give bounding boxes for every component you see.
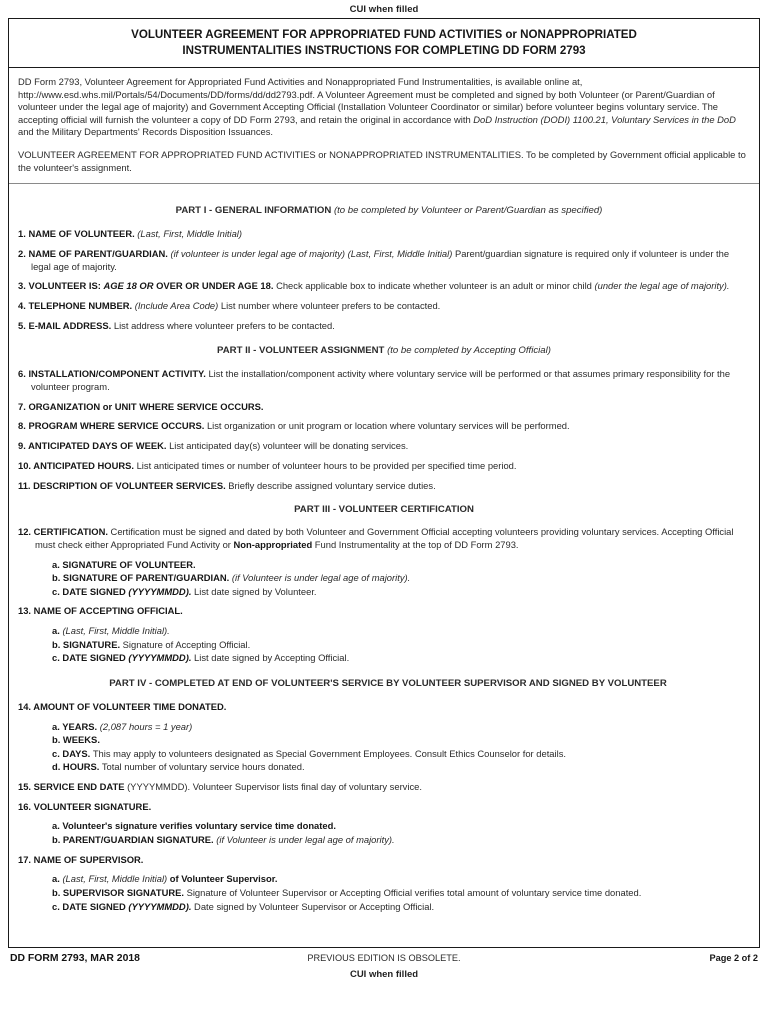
- item-13-number: 13.: [18, 605, 34, 617]
- item-11-body: Briefly describe assigned voluntary service duties.: [228, 479, 436, 491]
- item-13b-title: b. SIGNATURE.: [52, 638, 123, 650]
- item-8-number: 8.: [18, 420, 29, 432]
- instruction-item-3: [18, 280, 750, 293]
- item-5-body: List address where volunteer prefers to be contacted.: [113, 319, 335, 331]
- instruction-item-8: [18, 420, 750, 433]
- intro-paragraph-2: VOLUNTEER AGREEMENT FOR APPROPRIATED FUND ACTIVITIES or NONAPPROPRIATED INSTRUMENTALITIES. To be completed by Government official applicable to the volunteer's assignment.: [18, 148, 746, 173]
- instruction-item-12b: [18, 572, 750, 585]
- item-10-title: ANTICIPATED HOURS.: [33, 459, 137, 471]
- item-16b-note: (if Volunteer is under legal age of majority).: [216, 834, 395, 846]
- form-title-block: [9, 19, 759, 68]
- item-10-number: 10.: [18, 459, 34, 471]
- instruction-item-1: [18, 228, 750, 241]
- intro-paragraph-1: [18, 76, 750, 139]
- item-17a-title-2: of Volunteer Supervisor.: [169, 873, 278, 885]
- item-3-title-2: OVER OR UNDER AGE 18.: [156, 280, 277, 292]
- item-14c-title: c. DAYS.: [52, 747, 93, 759]
- item-16-title: VOLUNTEER SIGNATURE.: [33, 800, 152, 812]
- item-10-body: List anticipated times or number of volunteer hours to be provided per specified time period.: [136, 459, 517, 471]
- form-title-line-2: INSTRUMENTALITIES INSTRUCTIONS FOR COMPLETING DD FORM 2793: [182, 43, 586, 57]
- item-12b-title: b. SIGNATURE OF PARENT/GUARDIAN.: [52, 572, 232, 584]
- item-17b-body: Signature of Volunteer Supervisor or Accepting Official verifies total amount of voluntary service time donated.: [186, 886, 642, 898]
- instruction-item-16: [18, 801, 750, 814]
- item-14b-title: b. WEEKS.: [52, 734, 100, 746]
- item-3-title: VOLUNTEER IS:: [28, 280, 104, 292]
- item-14-number: 14.: [18, 700, 34, 712]
- intro-p1-text-b: and the Military Departments' Records Disposition Issuances.: [18, 126, 274, 138]
- form-footer: [8, 948, 760, 978]
- item-2-title: NAME OF PARENT/GUARDIAN.: [28, 247, 171, 259]
- instruction-item-17a: [18, 873, 750, 886]
- item-5-number: 5.: [18, 319, 29, 331]
- item-13-title: NAME OF ACCEPTING OFFICIAL.: [33, 605, 183, 617]
- item-14a-note: (2,087 hours = 1 year): [99, 720, 193, 732]
- item-12a-title: a. SIGNATURE OF VOLUNTEER.: [52, 558, 196, 570]
- instruction-item-12c: [18, 586, 750, 599]
- item-6-body: List the installation/component activity where voluntary service will be performed or that assumes primary responsibility for the volunteer program.: [31, 368, 731, 393]
- instruction-item-14: [18, 701, 750, 714]
- item-3-number: 3.: [18, 280, 29, 292]
- form-title-line-1: VOLUNTEER AGREEMENT FOR APPROPRIATED FUND ACTIVITIES or NONAPPROPRIATED: [131, 28, 637, 41]
- item-12-body-2: Fund Instrumentality at the top of DD Form 2793.: [312, 539, 519, 550]
- item-6-title: INSTALLATION/COMPONENT ACTIVITY.: [28, 368, 209, 380]
- item-12-body: Certification must be signed and dated by both Volunteer and Government Official accepting volunteers providing voluntary services. Accepting Official must check either Appropriated Fund Activity or: [35, 526, 734, 550]
- part-2-subtitle: (to be completed by Accepting Official): [387, 345, 551, 357]
- item-4-number: 4.: [18, 299, 29, 311]
- item-13a-note: (Last, First, Middle Initial).: [62, 625, 170, 637]
- part-3-label: PART III - VOLUNTEER CERTIFICATION: [294, 504, 474, 516]
- previous-edition-notice: PREVIOUS EDITION IS OBSOLETE.: [307, 953, 461, 963]
- item-11-title: DESCRIPTION OF VOLUNTEER SERVICES.: [33, 479, 229, 491]
- item-12c-format: (YYYYMMDD).: [128, 585, 192, 597]
- item-13c-body: List date signed by Accepting Official.: [191, 652, 350, 664]
- item-17b-title: b. SUPERVISOR SIGNATURE.: [52, 886, 187, 898]
- item-16b-title: b. PARENT/GUARDIAN SIGNATURE.: [52, 834, 217, 846]
- item-4-note: (Include Area Code): [134, 299, 219, 311]
- item-2-note: (if volunteer is under legal age of majority) (Last, First, Middle Initial): [170, 247, 455, 259]
- item-17-title: NAME OF SUPERVISOR.: [33, 853, 144, 865]
- instruction-item-16b: [18, 834, 750, 847]
- item-17c-format: (YYYYMMDD).: [128, 900, 192, 912]
- item-14d-title: d. HOURS.: [52, 761, 100, 773]
- intro-p1-citation: DoD Instruction (DODI) 1100.21, Voluntary Services in the DoD: [473, 113, 736, 125]
- cui-banner-bottom: CUI when filled: [349, 969, 419, 980]
- page-number: Page 2 of 2: [709, 953, 758, 963]
- item-12-title: CERTIFICATION.: [33, 526, 111, 538]
- item-17a-note: (Last, First, Middle Initial): [62, 873, 170, 885]
- item-14c-body: This may apply to volunteers designated as Special Government Employees. Consult Ethics Counselor for details.: [92, 747, 566, 759]
- item-4-body: List number where volunteer prefers to be contacted.: [218, 299, 441, 311]
- instruction-item-5: [18, 320, 750, 333]
- form-outer-box: [8, 18, 760, 948]
- instruction-item-16a: [18, 820, 750, 833]
- instruction-item-17c: [18, 901, 750, 914]
- instruction-item-9: [18, 440, 750, 453]
- cui-banner-top: CUI when filled: [349, 4, 419, 15]
- item-13c-title: c. DATE SIGNED: [52, 652, 129, 664]
- item-16a-title: a. Volunteer's signature verifies voluntary service time donated.: [52, 820, 336, 832]
- instructions-body: [9, 184, 759, 947]
- item-8-title: PROGRAM WHERE SERVICE OCCURS.: [28, 420, 207, 432]
- item-1-title: NAME OF VOLUNTEER.: [28, 228, 138, 240]
- instruction-item-17: [18, 854, 750, 867]
- item-3-note: (under the legal age of majority).: [594, 280, 730, 292]
- part-1-label: PART I - GENERAL INFORMATION: [175, 205, 334, 217]
- instruction-item-14a: [18, 721, 750, 734]
- item-14a-title: a. YEARS.: [52, 720, 100, 732]
- item-17c-title: c. DATE SIGNED: [52, 900, 129, 912]
- item-1-number: 1.: [18, 228, 29, 240]
- item-16-number: 16.: [18, 800, 34, 812]
- item-13c-format: (YYYYMMDD).: [128, 652, 192, 664]
- item-9-title: ANTICIPATED DAYS OF WEEK.: [28, 440, 170, 452]
- instruction-item-12a: [18, 559, 750, 572]
- part-2-header: [18, 344, 750, 357]
- item-4-title: TELEPHONE NUMBER.: [28, 299, 135, 311]
- item-9-body: List anticipated day(s) volunteer will be donating services.: [169, 440, 409, 452]
- instruction-item-6: [18, 368, 750, 393]
- instruction-item-4: [18, 300, 750, 313]
- item-1-note: (Last, First, Middle Initial): [137, 228, 243, 240]
- item-2-number: 2.: [18, 247, 29, 259]
- item-15-body: (YYYYMMDD). Volunteer Supervisor lists final day of voluntary service.: [127, 781, 422, 793]
- instructions-intro-block: [9, 68, 759, 184]
- part-4-label: PART IV - COMPLETED AT END OF VOLUNTEER'S SERVICE BY VOLUNTEER SUPERVISOR AND SIGNED BY VOLUNTEER: [109, 677, 667, 689]
- part-3-header: [18, 503, 750, 516]
- instruction-item-14b: [18, 734, 750, 747]
- part-1-header: [18, 204, 750, 217]
- item-2-body: Parent/guardian signature is required only if volunteer is under the legal age of majority.: [31, 247, 730, 272]
- instruction-item-13: [18, 605, 750, 618]
- instruction-item-17b: [18, 887, 750, 900]
- instruction-item-13c: [18, 652, 750, 665]
- item-12-nonapprop-emphasis: Non-appropriated: [233, 539, 313, 550]
- item-14-title: AMOUNT OF VOLUNTEER TIME DONATED.: [33, 700, 227, 712]
- instruction-item-14d: [18, 761, 750, 774]
- item-12b-note: (if Volunteer is under legal age of majority).: [231, 572, 411, 584]
- item-17c-body: Date signed by Volunteer Supervisor or Accepting Official.: [191, 900, 435, 912]
- item-5-title: E-MAIL ADDRESS.: [28, 319, 114, 331]
- part-1-subtitle: (to be completed by Volunteer or Parent/Guardian as specified): [333, 205, 603, 217]
- instruction-item-12: [18, 526, 750, 551]
- item-11-number: 11.: [18, 479, 34, 491]
- item-13a-letter: a.: [52, 625, 63, 637]
- instruction-item-13b: [18, 639, 750, 652]
- form-identifier: DD FORM 2793, MAR 2018: [10, 953, 140, 964]
- item-3-body: Check applicable box to indicate whether volunteer is an adult or minor child: [276, 280, 595, 292]
- item-3-age-italic: AGE 18 OR: [103, 280, 157, 292]
- item-15-title: SERVICE END DATE: [33, 781, 128, 793]
- item-13b-body: Signature of Accepting Official.: [122, 638, 251, 650]
- item-14d-body: Total number of voluntary service hours donated.: [99, 761, 305, 773]
- item-7-number: 7.: [18, 400, 29, 412]
- item-17-number: 17.: [18, 853, 34, 865]
- instruction-item-13a: [18, 625, 750, 638]
- part-2-label: PART II - VOLUNTEER ASSIGNMENT: [217, 345, 388, 357]
- item-12c-title: c. DATE SIGNED: [52, 585, 129, 597]
- item-7-title: ORGANIZATION or UNIT WHERE SERVICE OCCURS.: [28, 400, 264, 412]
- item-12-number: 12.: [18, 526, 34, 538]
- item-9-number: 9.: [18, 440, 29, 452]
- part-4-header: [18, 677, 750, 690]
- item-15-number: 15.: [18, 781, 34, 793]
- instruction-item-15: [18, 781, 750, 794]
- intro-p1-text-a: DD Form 2793, Volunteer Agreement for Appropriated Fund Activities and Nonappropriated Fund Instrumentalities, is available online at, http://www.esd.whs.mil/Portals/54/Documents/DD/forms/dd/dd2793.pdf. A Volunteer Agreement must be completed and signed by both Volunteer (or Parent/Guardian of volunteer under the legal age of majority) and Government Accepting Official (Installation Volunteer Coordinator or similar) before volunteer begins voluntary service. The accepting official will furnish the volunteer a copy of DD Form 2793, and retain the original in accordance with: [18, 76, 719, 125]
- instruction-item-2: [18, 248, 750, 273]
- item-6-number: 6.: [18, 368, 29, 380]
- instruction-item-11: [18, 480, 750, 493]
- item-17a-letter: a.: [52, 873, 63, 885]
- instruction-item-14c: [18, 748, 750, 761]
- item-8-body: List organization or unit program or location where voluntary services will be performed.: [206, 420, 570, 432]
- instruction-item-7: [18, 401, 750, 414]
- item-12c-body: List date signed by Volunteer.: [191, 585, 317, 597]
- instruction-item-10: [18, 460, 750, 473]
